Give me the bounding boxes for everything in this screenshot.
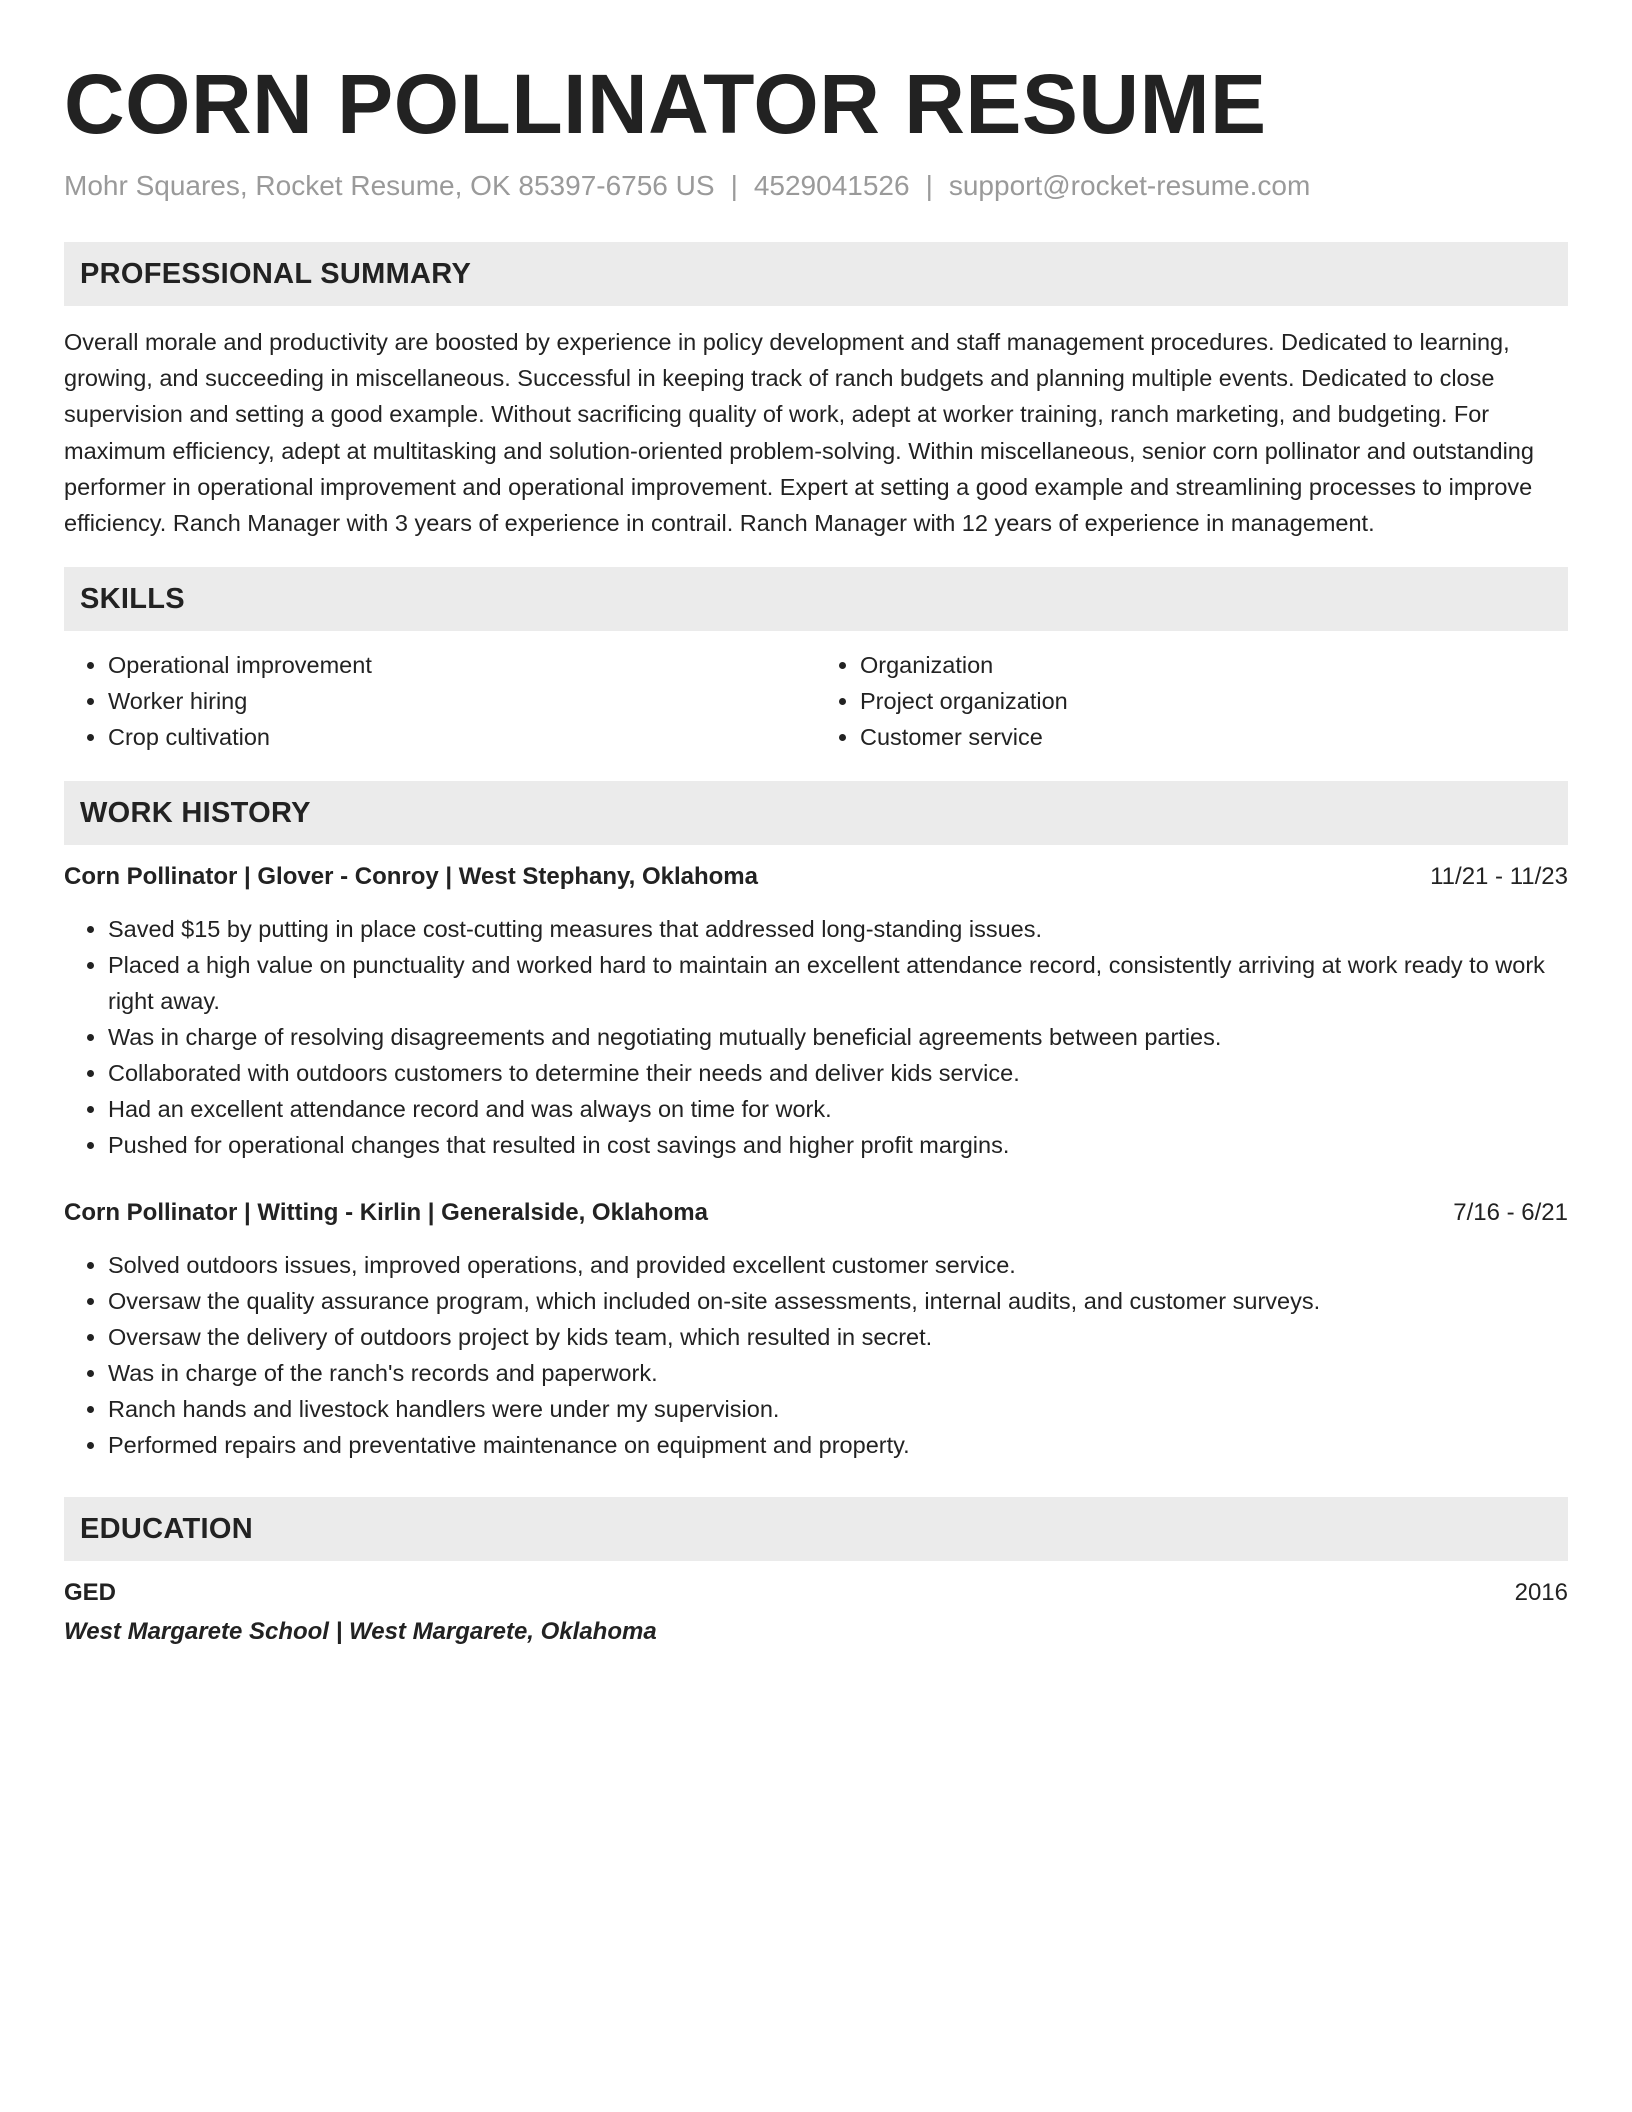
skills-heading: SKILLS <box>64 567 1568 631</box>
resume-title: CORN POLLINATOR RESUME <box>64 57 1267 151</box>
education-header <box>64 1575 1568 1611</box>
skill-item: • Crop cultivation <box>108 719 816 755</box>
job-duty: • Oversaw the quality assurance program, which included on-site assessments, internal audits, and customer surveys. <box>108 1283 1568 1319</box>
summary-heading: PROFESSIONAL SUMMARY <box>64 242 1568 306</box>
job-duties <box>64 911 1568 1163</box>
job-duty: • Was in charge of resolving disagreements and negotiating mutually beneficial agreements between parties. <box>108 1019 1568 1055</box>
job-duty: • Collaborated with outdoors customers to determine their needs and deliver kids service. <box>108 1055 1568 1091</box>
job-dates: 7/16 - 6/21 <box>1453 1199 1568 1227</box>
work-section <box>64 781 1568 1463</box>
summary-section <box>64 242 1568 541</box>
education-degree: GED <box>64 1579 117 1607</box>
contact-line <box>64 168 1568 204</box>
contact-phone: 4529041526 <box>753 170 910 201</box>
contact-separator: | <box>730 170 738 201</box>
job-duty: • Solved outdoors issues, improved operations, and provided excellent customer service. <box>108 1247 1568 1283</box>
job-title: Corn Pollinator | Witting - Kirlin | Generalside, Oklahoma <box>64 1199 708 1227</box>
work-heading: WORK HISTORY <box>64 781 1568 845</box>
job-duty: • Was in charge of the ranch's records and paperwork. <box>108 1355 1568 1391</box>
job-entry <box>64 1195 1568 1463</box>
job-duty: • Oversaw the delivery of outdoors project by kids team, which resulted in secret. <box>108 1319 1568 1355</box>
job-duty: • Had an excellent attendance record and was always on time for work. <box>108 1091 1568 1127</box>
skill-item: • Operational improvement <box>108 647 816 683</box>
skill-item: • Project organization <box>860 683 1568 719</box>
job-header <box>64 1195 1568 1231</box>
job-duty: • Ranch hands and livestock handlers were under my supervision. <box>108 1391 1568 1427</box>
contact-separator: | <box>925 170 933 201</box>
contact-email: support@rocket-resume.com <box>948 170 1311 201</box>
summary-text: Overall morale and productivity are boosted by experience in policy development and staff management procedures. Dedicated to learning, growing, and succeeding in miscellaneous. Successful in keeping track of ranch budgets and planning multiple events. Dedicated to close supervision and setting a good example. Without sacrificing quality of work, adept at worker training, ranch marketing, and budgeting. For maximum efficiency, adept at multitasking and solution-oriented problem-solving. Within miscellaneous, senior corn pollinator and outstanding performer in operational improvement and operational improvement. Expert at setting a good example and streamlining processes to improve efficiency. Ranch Manager with 3 years of experience in contrail. Ranch Manager with 12 years of experience in management. <box>64 329 1534 537</box>
job-duty: • Saved $15 by putting in place cost-cutting measures that addressed long-standing issues. <box>108 911 1568 947</box>
contact-address: Mohr Squares, Rocket Resume, OK 85397-6756 US <box>64 170 715 201</box>
job-entry <box>64 859 1568 1163</box>
job-title: Corn Pollinator | Glover - Conroy | West Stephany, Oklahoma <box>64 863 758 891</box>
skills-column-right <box>816 647 1568 755</box>
education-heading: EDUCATION <box>64 1497 1568 1561</box>
skills-section <box>64 567 1568 755</box>
skill-item: • Worker hiring <box>108 683 816 719</box>
job-duties <box>64 1247 1568 1463</box>
job-dates: 11/21 - 11/23 <box>1430 863 1568 891</box>
skills-list <box>64 647 1568 755</box>
job-duty: • Pushed for operational changes that resulted in cost savings and higher profit margins. <box>108 1127 1568 1163</box>
skill-item: • Customer service <box>860 719 1568 755</box>
job-header <box>64 859 1568 895</box>
education-year: 2016 <box>1514 1579 1568 1607</box>
education-section <box>64 1497 1568 1650</box>
job-duty: • Performed repairs and preventative maintenance on equipment and property. <box>108 1427 1568 1463</box>
education-school: West Margarete School | West Margarete, Oklahoma <box>64 1618 657 1646</box>
skills-column-left <box>64 647 816 755</box>
job-duty: • Placed a high value on punctuality and worked hard to maintain an excellent attendance record, consistently arriving at work ready to work right away. <box>108 947 1568 1019</box>
skill-item: • Organization <box>860 647 1568 683</box>
